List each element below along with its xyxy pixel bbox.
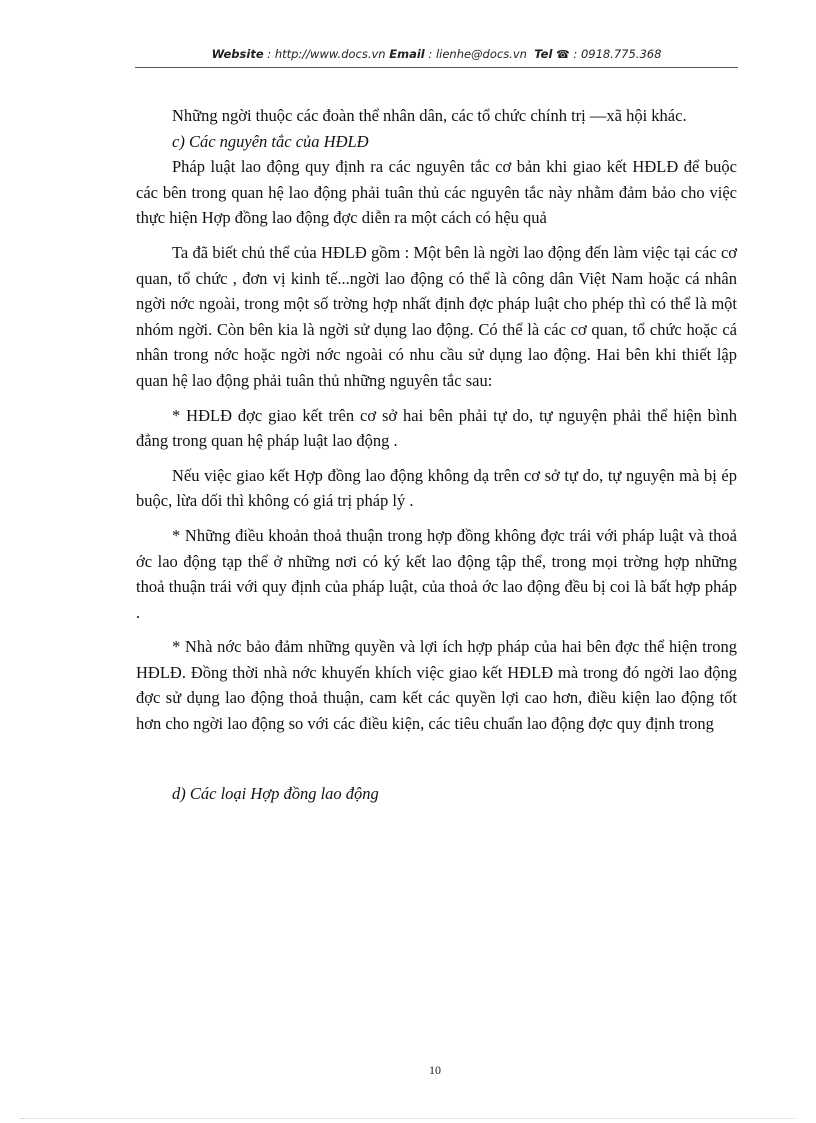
paragraph: Pháp luật lao động quy định ra các nguyên tắc cơ bản khi giao kết HĐLĐ để buộc các bên trong quan hệ lao động phải tuân thủ các nguyên tắc này nhằm đảm bảo cho việc thực hiện Hợp đồng lao động đợc diễn ra một cách có hệu quả — [136, 157, 737, 228]
website-separator: : — [263, 47, 275, 61]
website-url[interactable]: http://www.docs.vn — [274, 47, 386, 61]
website-label: Website — [211, 47, 264, 61]
page-number: 10 — [429, 1063, 441, 1077]
paragraph: * Nhà nớc bảo đảm những quyền và lợi ích hợp pháp của hai bên đợc thể hiện trong HĐLĐ. Đồng thời nhà nớc khuyến khích việc giao kết HĐLĐ mà trong đó ngời lao động đợc sử dụng lao động thoả thuận, cam kết các quyền lợi cao hơn, điều kiện lao động tốt hơn cho ngời lao động so với các điều kiện, các tiêu chuẩn lao động đợc quy định trong — [136, 637, 737, 734]
section-heading-d: d) Các loại Hợp đồng lao động — [172, 783, 379, 803]
footer-divider — [20, 1118, 796, 1119]
paragraph: * Những điều khoản thoả thuận trong hợp đồng không đợc trái với pháp luật và thoả ớc lao động tạp thể ở những nơi có ký kết lao động tập thể, trong mọi trờng hợp những thoả thuận trái với quy định của pháp luật, của thoả ớc lao động đều bị coi là bất hợp pháp . — [136, 525, 737, 622]
tel-number: 0918.775.368 — [580, 47, 662, 61]
tel-label: Tel — [534, 47, 553, 61]
tel-separator: : — [569, 47, 581, 61]
email-label: Email — [389, 47, 425, 61]
email-separator: : — [424, 47, 436, 61]
email-address[interactable]: lienhe@docs.vn — [435, 47, 527, 61]
paragraph: Những ngời thuộc các đoàn thể nhân dân, các tổ chức chính trị —xã hội khác. — [172, 106, 687, 125]
paragraph: Ta đã biết chủ thể của HĐLĐ gồm : Một bên là ngời lao động đến làm việc tại các cơ quan, tổ chức , đơn vị kinh tế...ngời lao động có thể là công dân Việt Nam hoặc cá nhân ngời nớc ngoài, trong một số trờng hợp nhất định đợc pháp luật cho phép thì có thể là một nhóm ngời. Còn bên kia là ngời sử dụng lao động. Có thể là các cơ quan, tổ chức hoặc cá nhân trong nớc hoặc ngời nớc ngoài có nhu cầu sử dụng lao động. Hai bên khi thiết lập quan hệ lao động phải tuân thủ những nguyên tắc sau: — [136, 242, 737, 390]
page-header — [135, 47, 738, 61]
paragraph: * HĐLĐ đợc giao kết trên cơ sở hai bên phải tự do, tự nguyện phải thể hiện bình đẳng trong quan hệ pháp luật lao động . — [136, 405, 737, 451]
paragraph: Nếu việc giao kết Hợp đồng lao động không dạ trên cơ sở tự do, tự nguyện mà bị ép buộc, lừa dối thì không có giá trị pháp lý . — [136, 465, 737, 511]
section-heading-c: c) Các nguyên tắc của HĐLĐ — [172, 131, 369, 151]
phone-icon: ☎ — [556, 48, 570, 61]
header-divider — [135, 67, 738, 68]
document-body — [136, 103, 737, 806]
